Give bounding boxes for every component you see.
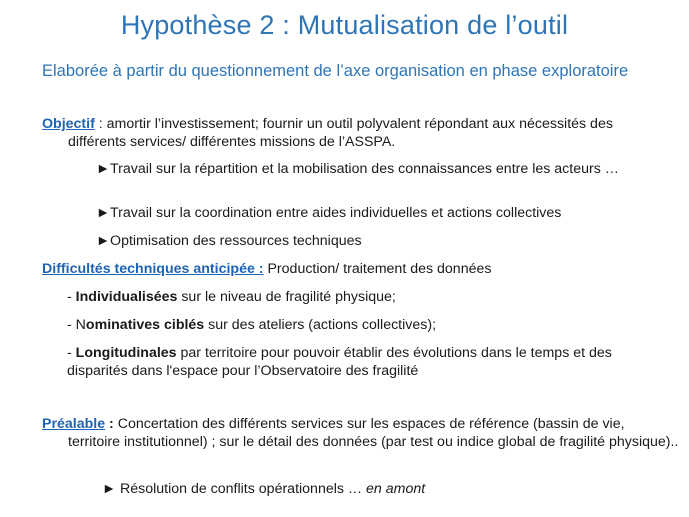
slide-subtitle: Elaborée à partir du questionnement de l’axe organisation en phase exploratoire xyxy=(42,62,629,80)
difficultes-label: Difficultés techniques anticipée : xyxy=(42,261,264,277)
difficultes-item-1: - Individualisées sur le niveau de fragilité physique; xyxy=(67,289,396,305)
difficultes-item-3: - Longitudinales par territoire pour pouvoir établir des évolutions dans le temps et des disparités dans l'espace pour l’Observatoire des fragilité xyxy=(67,345,612,379)
difficultes-paragraph xyxy=(42,261,642,279)
prealable-paragraph: Préalable : Concertation des différents services sur les espaces de référence (bassin de vie, territoire institutionnel) ; sur le détail des données (par test ou indice global de fragilité physique).. xyxy=(42,416,679,450)
objectif-paragraph xyxy=(42,116,658,151)
prealable-label: Préalable xyxy=(42,416,106,432)
objectif-item-3: ►Optimisation des ressources techniques xyxy=(96,233,362,249)
prealable-text: Concertation des différents services sur les espaces de référence (bassin de vie, territoire institutionnel) ; sur le détail des données (par test ou indice global de fragilité physique).. xyxy=(68,416,679,450)
prealable-item: ► Résolution de conflits opérationnels … en amont xyxy=(102,481,426,497)
objectif-item-2: ►Travail sur la coordination entre aides individuelles et actions collectives xyxy=(96,205,562,221)
objectif-label: Objectif xyxy=(42,116,95,132)
difficultes-item-2: - Nominatives ciblés sur des ateliers (actions collectives); xyxy=(67,317,437,333)
objectif-text: : amortir l’investissement; fournir un outil polyvalent répondant aux nécessités des différents services/ différentes missions de l’ASSPA. xyxy=(68,116,613,150)
objectif-item-1: ►Travail sur la répartition et la mobilisation des connaissances entre les acteurs … xyxy=(96,161,619,177)
difficultes-text: Production/ traitement des données xyxy=(263,261,492,277)
slide-title: Hypothèse 2 : Mutualisation de l’outil xyxy=(120,10,569,40)
